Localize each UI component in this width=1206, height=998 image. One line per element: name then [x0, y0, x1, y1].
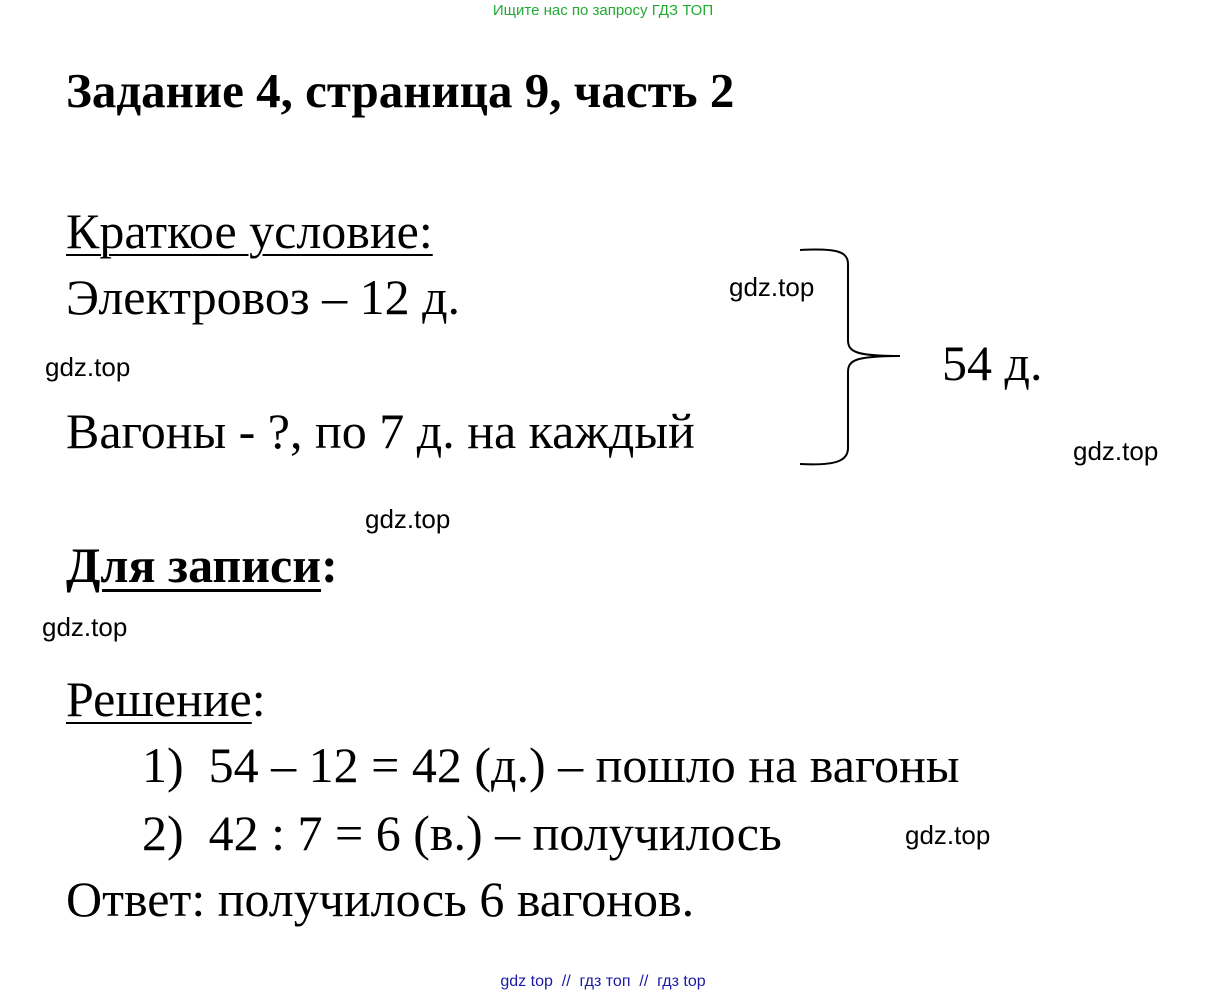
footer-watermark: gdz top // гдз топ // гдз top — [500, 973, 706, 990]
watermark: gdz.top — [365, 504, 451, 534]
condition-line-wagons: Вагоны - ?, по 7 д. на каждый — [66, 403, 695, 459]
watermark: gdz.top — [1073, 436, 1159, 466]
page-title: Задание 4, страница 9, часть 2 — [66, 63, 735, 118]
record-heading — [66, 537, 338, 593]
top-banner: Ищите нас по запросу ГДЗ ТОП — [492, 2, 714, 19]
condition-heading — [66, 203, 433, 259]
solution-step-1: 1) 54 – 12 = 42 (д.) – пошло на вагоны — [142, 737, 960, 793]
condition-line-locomotive: Электровоз – 12 д. — [66, 269, 461, 325]
solution-answer: Ответ: получилось 6 вагонов. — [66, 871, 695, 927]
watermark: gdz.top — [905, 820, 991, 850]
solution-step-2: 2) 42 : 7 = 6 (в.) – получилось — [142, 805, 782, 861]
condition-total: 54 д. — [942, 335, 1043, 391]
record-heading-text: Для записи — [66, 537, 322, 593]
condition-heading-text: Краткое условие: — [66, 203, 433, 259]
watermark: gdz.top — [42, 612, 128, 642]
watermark: gdz.top — [729, 272, 815, 302]
watermark: gdz.top — [45, 352, 131, 382]
solution-heading — [66, 671, 266, 727]
solution-heading-text: Решение — [66, 671, 252, 727]
solution-heading-colon: : — [251, 671, 266, 727]
record-heading-colon: : — [321, 537, 338, 593]
